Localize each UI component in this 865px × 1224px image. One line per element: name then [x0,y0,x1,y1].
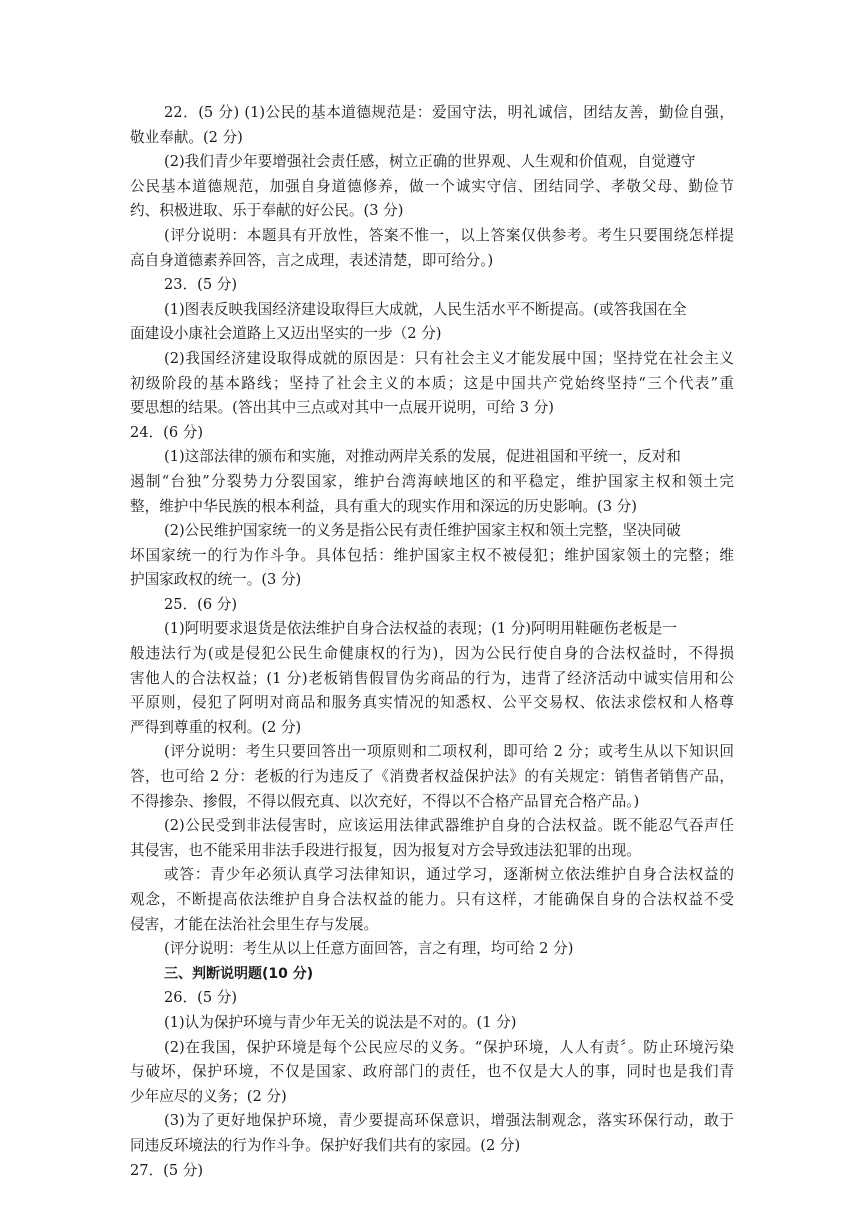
text-line: 整，维护中华民族的根本利益，具有重大的现实作用和深远的历史影响。(3 分) [130,497,637,515]
text-line: 观念，不断提高依法维护自身合法权益的能力。只有这样，才能确保自身的合法权益不受 [130,891,734,908]
text-line: (2)公民受到非法侵害时，应该运用法律武器维护自身的合法权益。既不能忍气吞声任 [164,817,734,835]
text-line: 26．(5 分) [164,989,238,1007]
text-line: 害他人的合法权益；(1 分)老板销售假冒伪劣商品的行为，违背了经济活动中诚实信用和公 [130,669,734,687]
text-line: 25．(6 分) [164,595,238,613]
text-line: 初级阶段的基本路线；坚持了社会主义的本质；这是中国共产党始终坚持“三个代表”重 [130,374,734,392]
text-line: (评分说明：考生只要回答出一项原则和二项权利，即可给 2 分；或考生从以下知识回 [164,743,734,761]
text-line: (2)公民维护国家统一的义务是指公民有责任维护国家主权和领土完整，坚决同破 [164,522,681,540]
text-line: (评分说明：考生从以上任意方面回答，言之有理，均可给 2 分) [164,940,574,958]
text-line: (1)认为保护环境与青少年无关的说法是不对的。(1 分) [164,1013,517,1031]
text-line: 坏国家统一的行为作斗争。具体包括：维护国家主权不被侵犯；维护国家领土的完整；维 [130,546,734,564]
text-line: (2)我国经济建设取得成就的原因是：只有社会主义才能发展中国；坚持党在社会主义 [164,349,734,367]
text-line: 同违反环境法的行为作斗争。保护好我们共有的家园。(2 分) [130,1136,521,1154]
text-line: 22．(5 分) (1)公民的基本道德规范是：爱国守法，明礼诚信，团结友善，勤俭自强， [164,104,734,121]
text-line: 敬业奉献。(2 分) [130,128,243,146]
text-line: (评分说明：本题具有开放性，答案不惟一，以上答案仅供参考。考生只要围绕怎样提 [164,226,734,244]
text-line: 要思想的结果。(答出其中三点或对其中一点展开说明，可给 3 分) [130,399,554,417]
text-line: 答，也可给 2 分：老板的行为违反了《消费者权益保护法》的有关规定：销售者销售产品， [130,768,734,786]
text-line: (2)我们青少年要增强社会责任感，树立正确的世界观、人生观和价值观，自觉遵守 [164,153,696,171]
text-line: (1)图表反映我国经济建设取得巨大成就，人民生活水平不断提高。(或答我国在全 [164,300,687,318]
text-line: 侵害，才能在法治社会里生存与发展。 [130,915,379,933]
text-line: 般违法行为(或是侵犯公民生命健康权的行为)，因为公民行使自身的合法权益时，不得损 [130,645,734,663]
text-line: (2)在我国，保护环境是每个公民应尽的义务。“保护环境，人人有责〞。防止环境污染 [164,1038,734,1056]
text-line: (1)阿明要求退货是依法维护自身合法权益的表现；(1 分)阿明用鞋砸伤老板是一 [164,620,677,638]
text-line: 27．(5 分) [130,1161,204,1179]
text-line: 其侵害，也不能采用非法手段进行报复，因为报复对方会导致违法犯罪的出现。 [130,841,641,859]
text-line: 与破坏，保护环境，不仅是国家、政府部门的责任，也不仅是大人的事，同时也是我们青 [130,1063,734,1081]
text-line: 约、积极进取、乐于奉献的好公民。(3 分) [130,202,404,220]
text-line: (3)为了更好地保护环境，青少要提高环保意识，增强法制观念，落实环保行动，敢于 [164,1112,734,1130]
section-heading: 三、判断说明题(10 分) [164,965,314,982]
text-line: 不得掺杂、掺假，不得以假充真、以次充好，不得以不合格产品冒充合格产品。) [130,792,640,810]
answer-text-body [130,101,734,1183]
text-line: 少年应尽的义务；(2 分) [130,1087,287,1105]
text-line: 护国家政权的统一。(3 分) [130,571,302,589]
text-line: 公民基本道德规范，加强自身道德修养，做一个诚实守信、团结同学、孝敬父母、勤俭节 [130,177,734,195]
text-line: 平原则，侵犯了阿明对商品和服务真实情况的知悉权、公平交易权、依法求偿权和人格尊 [130,694,734,712]
text-line: 遏制“台独”分裂势力分裂国家，维护台湾海峡地区的和平稳定，维护国家主权和领土完 [130,472,734,490]
text-line: 高自身道德素养回答，言之成理，表述清楚，即可给分。) [130,251,494,269]
text-line: 或答：青少年必须认真学习法律知识，通过学习，逐渐树立依法维护自身合法权益的 [164,866,734,884]
text-line: 严得到尊重的权利。(2 分) [130,718,302,736]
text-line: 面建设小康社会道路上又迈出坚实的一步（2 分) [130,325,442,343]
text-line: (1)这部法律的颁布和实施，对推动两岸关系的发展，促进祖国和平统一，反对和 [164,448,681,466]
text-line: 24．(6 分) [130,423,204,441]
text-line: 23．(5 分) [164,276,238,294]
